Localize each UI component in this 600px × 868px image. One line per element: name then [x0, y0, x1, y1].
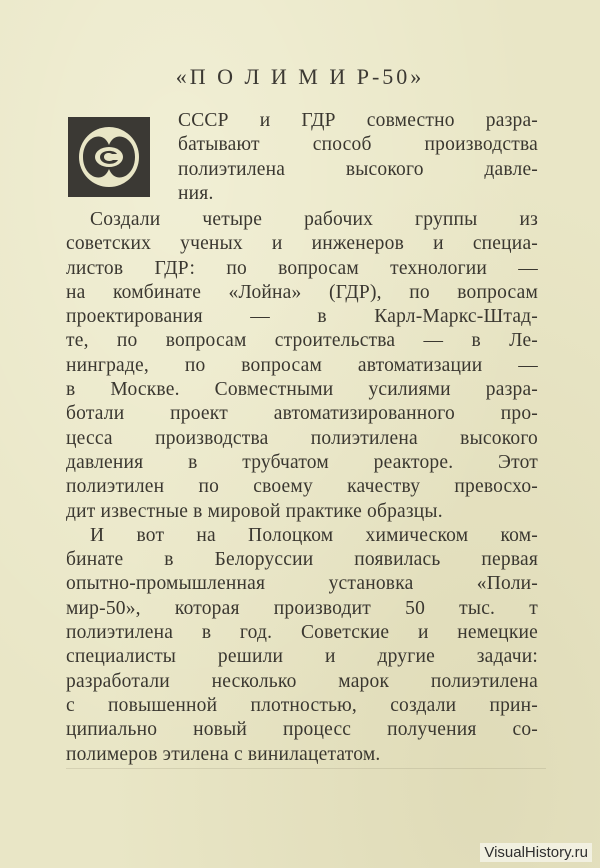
body-line: специалисты решили и другие задачи:	[66, 646, 538, 668]
body-line: полиэтилена в год. Советские и немецкие	[66, 622, 538, 644]
intro-line: СССР и ГДР совместно разра-	[178, 110, 538, 131]
intro-paragraph	[178, 109, 538, 206]
body-line: листов ГДР: по вопросам технологии —	[66, 257, 538, 279]
body-line: мир-50», которая производит 50 тыс. т	[66, 597, 538, 619]
polimir-emblem-icon	[68, 117, 150, 197]
intro-line: полиэтилена высокого давле-	[178, 158, 538, 180]
body-line: бинате в Белоруссии появилась первая	[66, 549, 538, 571]
watermark-link[interactable]: VisualHistory.ru	[480, 843, 592, 862]
intro-line: батывают способ производства	[178, 134, 538, 156]
body-line: Создали четыре рабочих группы из	[90, 209, 538, 230]
body-line: с повышенной плотностью, создали прин-	[66, 694, 538, 716]
page-title: «П О Л И М И Р-50»	[175, 64, 425, 89]
body-line: разработали несколько марок полиэтилена	[66, 670, 538, 692]
body-line: на комбинате «Лойна» (ГДР), по вопросам	[66, 281, 538, 303]
body-line: ботали проект автоматизированного про-	[66, 403, 538, 425]
body-line: проектирования — в Карл-Маркс-Штад-	[66, 306, 538, 328]
body-line: дит известные в мировой практике образцы.	[66, 500, 443, 522]
body-line: советских ученых и инженеров и специа-	[66, 233, 538, 255]
intro-line: ния.	[178, 182, 214, 204]
body-line: опытно-промышленная установка «Поли-	[66, 573, 538, 595]
body-line: в Москве. Совместными усилиями разра-	[66, 379, 538, 401]
faint-divider	[66, 768, 546, 769]
body-line: цесса производства полиэтилена высокого	[66, 427, 538, 449]
body-paragraphs	[66, 208, 538, 767]
body-line: те, по вопросам строительства — в Ле-	[66, 330, 538, 352]
body-line: И вот на Полоцком химическом ком-	[90, 524, 538, 546]
body-line: полиэтилен по своему качеству превосхо-	[66, 476, 538, 498]
body-line: нинграде, по вопросам автоматизации —	[66, 354, 538, 376]
body-line: давления в трубчатом реакторе. Этот	[66, 451, 538, 473]
body-line: ципиально новый процесс получения со-	[66, 719, 538, 741]
body-line: полимеров этилена с винилацетатом.	[66, 743, 381, 765]
